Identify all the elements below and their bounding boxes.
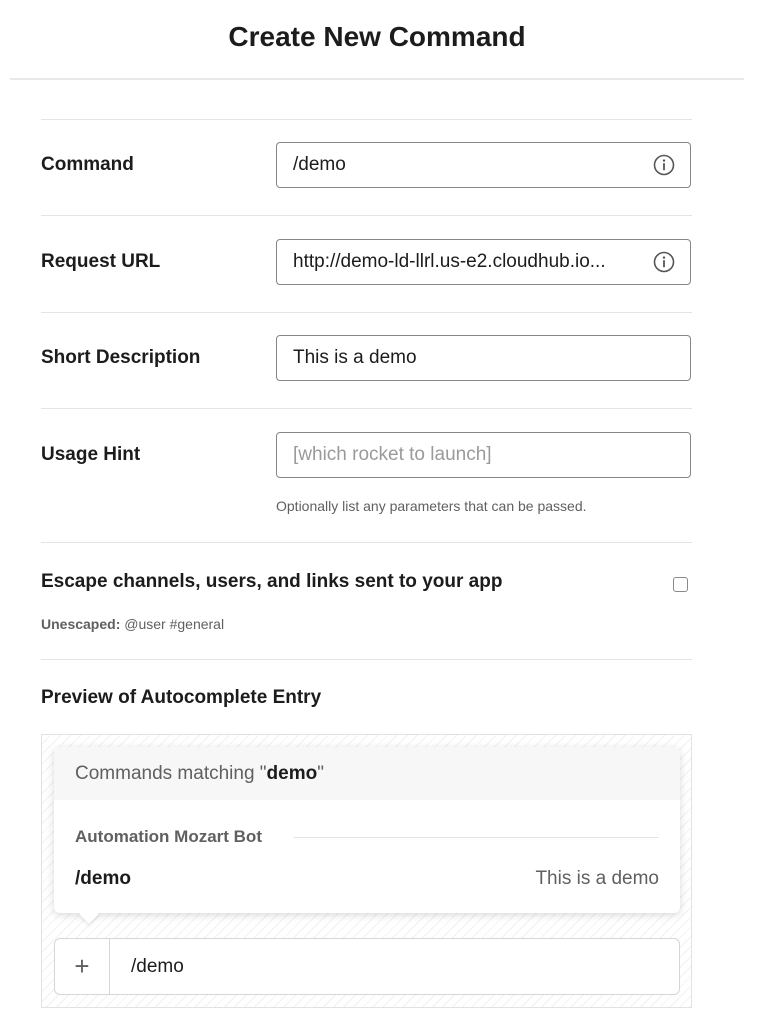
command-field[interactable] (276, 142, 691, 188)
divider (41, 215, 692, 216)
request-url-input[interactable] (293, 240, 643, 284)
divider (41, 659, 692, 660)
unescaped-value: @user #general (124, 616, 225, 632)
divider (41, 542, 692, 543)
usage-hint-input[interactable] (293, 433, 643, 477)
divider (41, 119, 692, 120)
matching-open-quote: " (259, 763, 267, 784)
usage-hint-help: Optionally list any parameters that can be passed. (276, 498, 587, 514)
short-description-field[interactable] (276, 335, 691, 381)
request-url-label: Request URL (41, 251, 161, 272)
plus-icon[interactable]: + (55, 939, 110, 994)
app-divider (294, 837, 659, 838)
short-description-input[interactable] (293, 336, 643, 380)
autocomplete-header (54, 747, 680, 800)
preview-title: Preview of Autocomplete Entry (41, 687, 322, 708)
info-icon[interactable] (653, 154, 675, 176)
short-description-label: Short Description (41, 347, 201, 368)
page-header (10, 0, 744, 80)
divider (41, 408, 692, 409)
composer-text: /demo (131, 956, 184, 977)
escape-label: Escape channels, users, and links sent to your app (41, 571, 503, 592)
autocomplete-header-text (75, 763, 324, 785)
matching-term: demo (266, 763, 318, 784)
unescaped-label: Unescaped: (41, 616, 121, 632)
divider (41, 312, 692, 313)
usage-hint-field[interactable] (276, 432, 691, 478)
matching-prefix: Commands matching (75, 763, 260, 784)
app-name: Automation Mozart Bot (75, 827, 262, 846)
escape-checkbox[interactable] (673, 577, 688, 592)
command-label: Command (41, 154, 134, 175)
autocomplete-command[interactable]: /demo (75, 868, 131, 889)
autocomplete-popup (54, 747, 680, 913)
command-input[interactable] (293, 143, 643, 187)
request-url-field[interactable] (276, 239, 691, 285)
unescaped-example (41, 616, 224, 632)
message-composer[interactable] (54, 938, 680, 995)
info-icon[interactable] (653, 251, 675, 273)
usage-hint-label: Usage Hint (41, 444, 141, 465)
page-title: Create New Command (228, 21, 526, 52)
autocomplete-description: This is a demo (535, 868, 659, 889)
matching-close-quote: " (317, 763, 324, 784)
